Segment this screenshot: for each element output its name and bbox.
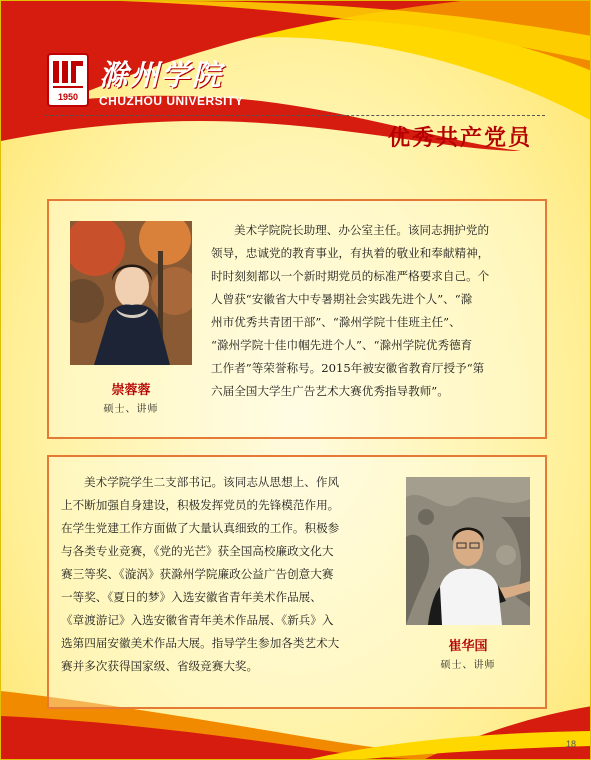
description-line: 工作者”等荣誉称号。2015年被安徽省教育厅授予“第 bbox=[211, 361, 485, 375]
description-line: 时时刻刻都以一个新时期党员的标准严格要求自己。个 bbox=[211, 269, 490, 283]
profile-photo bbox=[70, 221, 192, 365]
logo-year: 1950 bbox=[57, 92, 79, 102]
university-name-en: CHUZHOU UNIVERSITY bbox=[99, 94, 244, 108]
profile-card-1 bbox=[47, 199, 547, 439]
description-line: 领导，忠诚党的教育事业，有执着的敬业和奉献精神， bbox=[211, 246, 490, 260]
profile-title: 硕士、讲师 bbox=[103, 404, 159, 415]
description-line: 六届全国大学生广告艺术大赛优秀指导教师”。 bbox=[211, 384, 449, 398]
description-line: 美术学院学生二支部书记。该同志从思想上、作风 bbox=[84, 475, 340, 489]
profile-name: 崔华国 bbox=[448, 639, 488, 654]
description-line: 与各类专业竞赛，《党的光芒》获全国高校廉政文化大 bbox=[61, 544, 334, 558]
page-title: 优秀共产党员 bbox=[387, 125, 532, 151]
profile-name: 崇蓉蓉 bbox=[111, 383, 151, 398]
profile-description bbox=[211, 219, 541, 403]
description-line: 选第四届安徽美术作品大展。指导学生参加各类艺术大 bbox=[61, 636, 340, 650]
description-line: 人曾获“安徽省大中专暑期社会实践先进个人”、“滁 bbox=[211, 292, 473, 306]
profile-card-2 bbox=[47, 455, 547, 709]
description-line: 赛三等奖、《漩涡》获滁州学院廉政公益广告创意大赛 bbox=[61, 567, 334, 581]
description-line: 州市优秀共青团干部”、“滁州学院十佳班主任”、 bbox=[211, 315, 461, 329]
header-divider bbox=[45, 115, 545, 116]
description-line: 一等奖、《夏日的梦》入选安徽省青年美术作品展、 bbox=[61, 590, 322, 604]
profile-photo bbox=[406, 477, 530, 625]
profile-description bbox=[61, 471, 401, 678]
description-line: 上不断加强自身建设，积极发挥党员的先锋模范作用。 bbox=[61, 498, 340, 512]
page-number: 18 bbox=[565, 739, 576, 749]
description-line: 赛并多次获得国家级、省级竞赛大奖。 bbox=[61, 659, 259, 673]
university-name-cn: 滁州学院 bbox=[99, 58, 224, 92]
profile-title: 硕士、讲师 bbox=[440, 660, 496, 671]
description-line: 《章渡游记》入选安徽省青年美术作品展、《新兵》入 bbox=[61, 613, 334, 627]
description-line: “滁州学院十佳巾帼先进个人”、“滁州学院优秀德育 bbox=[211, 338, 473, 352]
description-line: 美术学院院长助理、办公室主任。该同志拥护党的 bbox=[234, 223, 490, 237]
university-logo bbox=[47, 53, 89, 107]
description-line: 在学生党建工作方面做了大量认真细致的工作。积极参 bbox=[61, 521, 340, 535]
